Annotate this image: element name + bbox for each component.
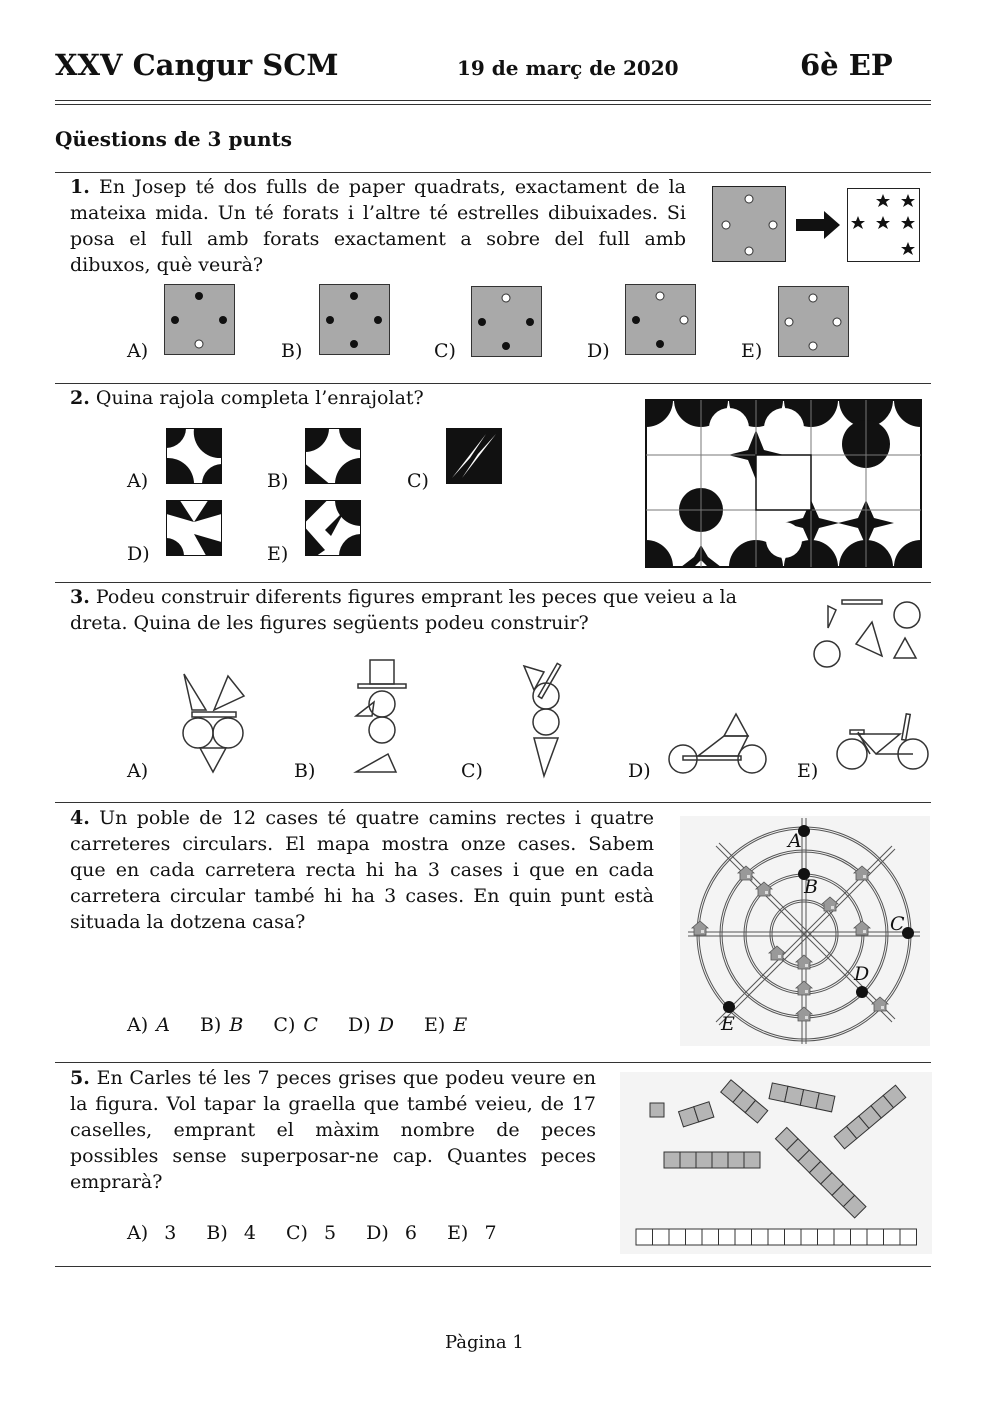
divider (55, 1062, 931, 1063)
grid-cell (669, 1229, 686, 1245)
exam-title: XXV Cangur SCM (55, 48, 339, 82)
grid-cell (900, 1229, 917, 1245)
answer-e[interactable]: E) 7 (447, 1222, 497, 1244)
option-b-label[interactable]: B) (267, 470, 289, 492)
question-text: Quina rajola completa l’enrajolat? (95, 387, 424, 409)
header-rule-2 (55, 104, 931, 105)
option-d-label[interactable]: D) (127, 543, 150, 565)
option-a-figure[interactable] (164, 284, 236, 356)
grid-cell (768, 1229, 785, 1245)
option-b-figure[interactable] (352, 658, 412, 776)
divider (55, 1266, 931, 1267)
answer-options (127, 1014, 489, 1036)
answer-c[interactable]: C) 5 (285, 1222, 337, 1244)
grid-cell (752, 1229, 769, 1245)
map-label-b: B (804, 876, 818, 898)
answer-a[interactable]: A) A (127, 1014, 170, 1036)
option-d-figure[interactable] (625, 284, 697, 356)
option-d-label[interactable]: D) (587, 340, 610, 362)
grid-cell (735, 1229, 752, 1245)
option-c-label[interactable]: C) (461, 760, 483, 782)
grid-cell (636, 1229, 653, 1245)
exam-date: 19 de març de 2020 (457, 56, 679, 80)
option-d-tile[interactable] (166, 500, 222, 556)
answer-a[interactable]: A) 3 (127, 1222, 177, 1244)
option-b-figure[interactable] (319, 284, 391, 356)
answer-d[interactable]: D) D (348, 1014, 394, 1036)
option-c-label[interactable]: C) (407, 470, 429, 492)
answer-e[interactable]: E) E (423, 1014, 468, 1036)
option-b-label[interactable]: B) (281, 340, 303, 362)
grid-cell (653, 1229, 670, 1245)
section-title: Qüestions de 3 punts (55, 127, 293, 151)
map-label-d: D (854, 963, 870, 985)
question-text: Un poble de 12 cases té quatre camins rectes i quatre carreteres circulars. El mapa mostra onze cases. Sabem que en cada carretera recta hi ha 3 cases i que en cada carretera circular també hi ha 3 cases. En quin punt està situada la dotzena casa? (70, 807, 654, 933)
option-a-figure[interactable] (178, 672, 248, 776)
question-text: En Carles té les 7 peces grises que podeu veure en la figura. Vol tapar la graella que també veieu, de 17 caselles, emprant el màxim nombre de peces possibles sense superposar-ne cap. Quantes peces emprarà? (70, 1067, 596, 1193)
option-c-figure[interactable] (520, 658, 570, 778)
page-number: Pàgina 1 (445, 1332, 524, 1353)
answer-b[interactable]: B) B (199, 1014, 244, 1036)
question-text: Podeu construir diferents figures emprant les peces que veieu a la dreta. Quina de les figures següents podeu construir? (70, 586, 737, 634)
map-label-c: C (890, 913, 905, 935)
option-a-label[interactable]: A) (127, 340, 149, 362)
tiling-figure (646, 400, 921, 567)
grid-cell (834, 1229, 851, 1245)
option-d-label[interactable]: D) (628, 760, 651, 782)
question-number: 4. (70, 807, 90, 829)
option-e-label[interactable]: E) (741, 340, 763, 362)
option-e-figure[interactable] (836, 712, 930, 772)
grid-cell (884, 1229, 901, 1245)
option-b-label[interactable]: B) (294, 760, 316, 782)
option-a-label[interactable]: A) (127, 470, 149, 492)
grid-cell (702, 1229, 719, 1245)
answer-b[interactable]: B) 4 (206, 1222, 256, 1244)
option-b-tile[interactable] (305, 428, 361, 484)
question-number: 1. (70, 176, 90, 198)
option-e-tile[interactable] (305, 500, 361, 556)
grid-cell (686, 1229, 703, 1245)
question-text: En Josep té dos fulls de paper quadrats, exactament de la mateixa mida. Un té forats i l’altre té estrelles dibuixades. Si posa el full amb forats exactament a sobre del full amb dibuxos, què veurà? (70, 176, 686, 276)
question-number: 2. (70, 387, 90, 409)
option-e-label[interactable]: E) (797, 760, 819, 782)
divider (55, 383, 931, 384)
exam-level: 6è EP (800, 48, 893, 82)
answer-d[interactable]: D) 6 (366, 1222, 418, 1244)
question-number: 3. (70, 586, 90, 608)
option-d-figure[interactable] (668, 712, 768, 776)
answer-c[interactable]: C) C (273, 1014, 318, 1036)
option-c-label[interactable]: C) (434, 340, 456, 362)
option-c-tile[interactable] (446, 428, 502, 484)
grid-cell (851, 1229, 868, 1245)
option-a-label[interactable]: A) (127, 760, 149, 782)
option-a-tile[interactable] (166, 428, 222, 484)
grid-cell (719, 1229, 736, 1245)
question-number: 5. (70, 1067, 90, 1089)
map-label-e: E (721, 1013, 735, 1035)
option-e-figure[interactable] (778, 286, 850, 358)
grid-cell (867, 1229, 884, 1245)
pieces-figure (810, 598, 925, 670)
header-rule-1 (55, 100, 931, 101)
divider (55, 582, 931, 583)
answer-options (127, 1222, 519, 1244)
grid-cell (818, 1229, 835, 1245)
option-c-figure[interactable] (471, 286, 543, 358)
holes-sheet-figure (712, 186, 922, 264)
option-e-label[interactable]: E) (267, 543, 289, 565)
village-map (680, 816, 930, 1046)
divider (55, 802, 931, 803)
map-label-a: A (788, 830, 802, 852)
divider (55, 172, 931, 173)
grid-cell (785, 1229, 802, 1245)
pieces-and-grid-figure (620, 1072, 932, 1254)
grid-cell (801, 1229, 818, 1245)
